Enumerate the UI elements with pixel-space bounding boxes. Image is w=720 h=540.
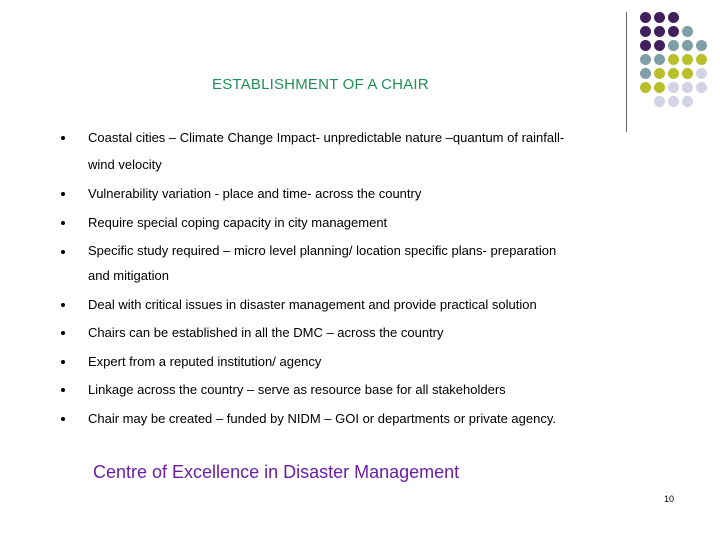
decorative-dot: [654, 68, 665, 79]
decorative-dot: [668, 40, 679, 51]
decorative-dot: [668, 26, 679, 37]
decorative-dot: [668, 82, 679, 93]
decorative-dot: [696, 54, 707, 65]
bullet-text: Chairs can be established in all the DMC – across the country: [88, 325, 444, 340]
decorative-dot: [640, 54, 651, 65]
decorative-dot: [682, 26, 693, 37]
decorative-dot: [668, 68, 679, 79]
decorative-dot: [654, 40, 665, 51]
decorative-dot: [682, 40, 693, 51]
decorative-dot: [668, 12, 679, 23]
decorative-dot: [654, 96, 665, 107]
bullet-text-continuation: and mitigation: [88, 268, 169, 283]
bullet-text-continuation: wind velocity: [88, 157, 162, 172]
decorative-dot: [640, 40, 651, 51]
vertical-divider: [626, 12, 627, 132]
decorative-dot: [654, 82, 665, 93]
decorative-dot: [682, 54, 693, 65]
bullet-text: Deal with critical issues in disaster management and provide practical solution: [88, 297, 537, 312]
bullet-text: Specific study required – micro level planning/ location specific plans- preparation: [88, 243, 557, 258]
decorative-dot: [640, 68, 651, 79]
bullet-text: Chair may be created – funded by NIDM – GOI or departments or private agency.: [88, 411, 556, 426]
decorative-dot: [654, 12, 665, 23]
bullet-text: Vulnerability variation - place and time- across the country: [88, 186, 422, 201]
bullet-text: Linkage across the country – serve as resource base for all stakeholders: [88, 382, 506, 397]
decorative-dot: [682, 68, 693, 79]
decorative-dot: [640, 12, 651, 23]
bullet-marker: [61, 417, 65, 421]
slide-title: ESTABLISHMENT OF A CHAIR: [212, 76, 429, 93]
bullet-marker: [61, 388, 65, 392]
bullet-marker: [61, 250, 65, 254]
decorative-dot: [682, 82, 693, 93]
bullet-text: Require special coping capacity in city management: [88, 215, 388, 230]
decorative-dot: [682, 96, 693, 107]
bullet-text: Coastal cities – Climate Change Impact- unpredictable nature –quantum of rainfall-: [88, 130, 565, 145]
footer-heading: Centre of Excellence in Disaster Management: [93, 462, 460, 482]
bullet-marker: [61, 136, 65, 140]
bullet-text: Expert from a reputed institution/ agency: [88, 354, 322, 369]
decorative-dot: [640, 82, 651, 93]
decorative-dot: [654, 54, 665, 65]
decorative-dot: [668, 96, 679, 107]
bullet-marker: [61, 192, 65, 196]
decorative-dot: [654, 26, 665, 37]
decorative-dot: [696, 40, 707, 51]
decorative-dot: [640, 26, 651, 37]
bullet-marker: [61, 331, 65, 335]
bullet-marker: [61, 360, 65, 364]
decorative-dot: [668, 54, 679, 65]
decorative-dot: [696, 68, 707, 79]
page-number: 10: [664, 494, 675, 504]
decorative-dot: [696, 82, 707, 93]
bullet-marker: [61, 221, 65, 225]
bullet-marker: [61, 303, 65, 307]
